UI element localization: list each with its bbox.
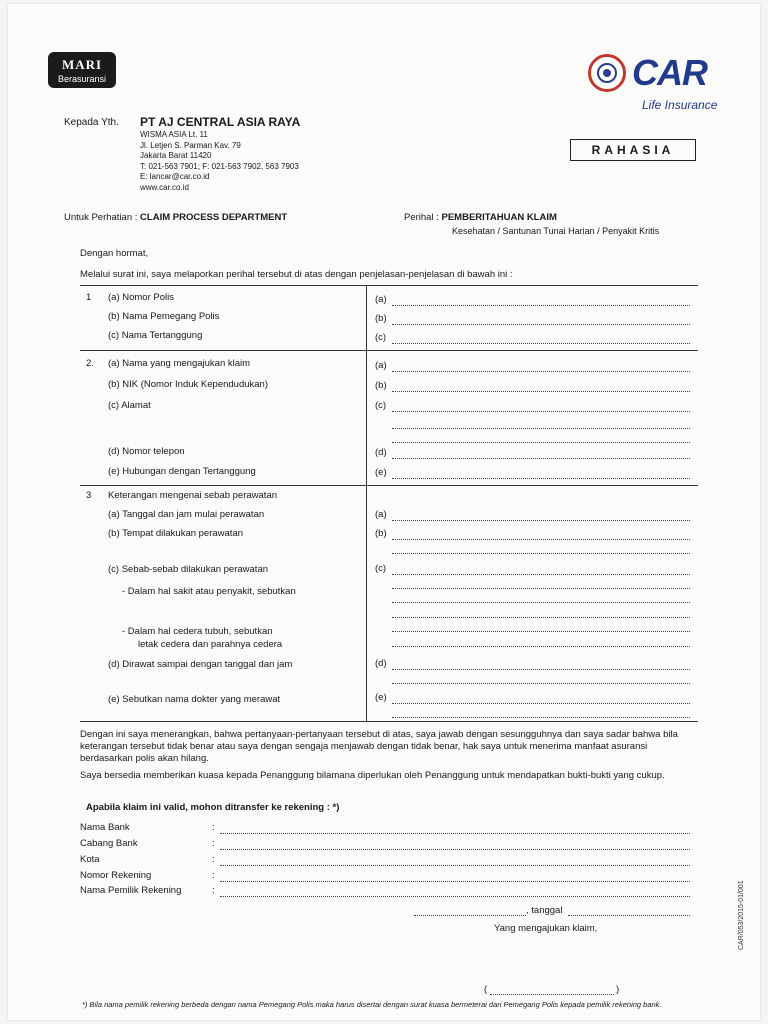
table-bottom-rule (80, 721, 698, 722)
section-divider-1 (80, 350, 698, 351)
address-field-line3[interactable] (392, 441, 690, 443)
brand-subtitle: Life Insurance (642, 98, 718, 112)
confidential-stamp: RAHASIA (570, 139, 696, 161)
section-divider-2 (80, 485, 698, 486)
relationship-field[interactable] (392, 477, 690, 479)
field-label-treatment-start: (a) Tanggal dan jam mulai perawatan (108, 509, 265, 520)
field-label-claimant: (a) Nama yang mengajukan klaim (108, 358, 251, 369)
mari-berasuransi-logo: MARI Berasuransi (48, 52, 116, 88)
treatment-cause-field-line4[interactable] (392, 616, 690, 618)
brand-logo-text: CAR (632, 52, 707, 93)
treatment-start-field[interactable] (392, 519, 690, 521)
subject-line: Perihal : PEMBERITAHUAN KLAIM (404, 212, 557, 223)
label-city: Kota (80, 854, 100, 865)
field-label-relationship: (e) Hubungan dengan Tertanggung (108, 466, 256, 477)
bank-branch-field[interactable] (220, 848, 690, 850)
field-label-injury-detail: letak cedera dan parahnya cedera (138, 639, 283, 650)
footnote: *) Bila nama pemilik rekening berbeda dengan nama Pemegang Polis maka harus disertai dengan surat kuasa bermeterai dari Pemegang Polis kepada pemilik rekening bank. (82, 1000, 662, 1009)
field-label-address: (c) Alamat (108, 400, 151, 411)
insured-field[interactable] (392, 342, 690, 344)
car-emblem-icon (588, 54, 626, 92)
field-label-treatment-cause: (c) Sebab-sebab dilakukan perawatan (108, 564, 269, 575)
attention-line: Untuk Perhatian : CLAIM PROCESS DEPARTMENT (64, 212, 288, 223)
form-code: CAR/053/2015-01/001 (738, 880, 745, 950)
doctor-field-line1[interactable] (392, 702, 690, 704)
policy-number-field[interactable] (392, 304, 690, 306)
city-field[interactable] (220, 864, 690, 866)
field-label-phone: (d) Nomor telepon (108, 446, 185, 457)
field-label-policy-number: (a) Nomor Polis (108, 292, 174, 303)
field-label-treatment-place: (b) Tempat dilakukan perawatan (108, 528, 244, 539)
label-bank-branch: Cabang Bank (80, 838, 138, 849)
address-field-line2[interactable] (392, 427, 690, 429)
recipient-address: WISMA ASIA Lt. 11 Jl. Letjen S. Parman Kav. 79 Jakarta Barat 11420 T: 021-563 7901; F: 021-563 7902, 563 7903 E: lancar@car.co.id www.car.co.id (140, 130, 299, 192)
treatment-cause-field-line5[interactable] (392, 630, 690, 632)
section3-title: Keterangan mengenai sebab perawatan (108, 490, 278, 501)
field-label-nik: (b) NIK (Nomor Induk Kependudukan) (108, 379, 268, 390)
treatment-cause-field-line3[interactable] (392, 601, 690, 603)
place-field[interactable] (414, 914, 526, 916)
treatment-end-field-line1[interactable] (392, 668, 690, 670)
greeting: Dengan hormat, (80, 248, 149, 259)
field-label-policyholder: (b) Nama Pemegang Polis (108, 311, 220, 322)
treatment-cause-field-line1[interactable] (392, 573, 690, 575)
treatment-cause-field-line6[interactable] (392, 645, 690, 647)
date-label: , tanggal (526, 905, 563, 916)
recipient-label: Kepada Yth. (64, 117, 119, 128)
signature-name-field[interactable] (490, 993, 614, 995)
applicant-label: Yang mengajukan klaim, (494, 923, 598, 934)
label-account-number: Nomor Rekening (80, 870, 152, 881)
field-label-illness: - Dalam hal sakit atau penyakit, sebutkan (122, 586, 296, 597)
phone-field[interactable] (392, 457, 690, 459)
label-account-holder: Nama Pemilik Rekening (80, 885, 182, 896)
nik-field[interactable] (392, 390, 690, 392)
treatment-place-field-line2[interactable] (392, 552, 690, 554)
address-field-line1[interactable] (392, 410, 690, 412)
field-label-doctor: (e) Sebutkan nama dokter yang merawat (108, 694, 281, 705)
field-label-injury: - Dalam hal cedera tubuh, sebutkan (122, 626, 273, 637)
field-label-treatment-end: (d) Dirawat sampai dengan tanggal dan jam (108, 659, 293, 670)
authorization-paragraph: Saya bersedia memberikan kuasa kepada Penanggung bilamana diperlukan oleh Penanggung untuk mendapatkan bukti-bukti yang cukup. (80, 770, 665, 781)
label-bank-name: Nama Bank (80, 822, 130, 833)
date-field[interactable] (568, 914, 690, 916)
declaration-paragraph: Dengan ini saya menerangkan, bahwa pertanyaan-pertanyaan tersebut di atas, saya jawab dengan sesungguhnya dan saya sadar bahwa bila keterangan tersebut tidak benar atau saya dengan sengaja menjawab dengan tidak benar, hak saya untuk menerima manfaat asuransi berdasarkan polis akan hilang. (80, 729, 678, 764)
bank-section-title: Apabila klaim ini valid, mohon ditransfer ke rekening : *) (86, 802, 340, 813)
field-label-insured: (c) Nama Tertanggung (108, 330, 203, 341)
account-holder-field[interactable] (220, 895, 690, 897)
policyholder-field[interactable] (392, 323, 690, 325)
table-top-rule (80, 285, 698, 286)
bank-name-field[interactable] (220, 832, 690, 834)
treatment-cause-field-line2[interactable] (392, 587, 690, 589)
recipient-company: PT AJ CENTRAL ASIA RAYA (140, 115, 301, 129)
treatment-end-field-line2[interactable] (392, 682, 690, 684)
account-number-field[interactable] (220, 880, 690, 882)
subject-subtitle: Kesehatan / Santunan Tunai Harian / Penyakit Kritis (452, 226, 660, 236)
doctor-field-line2[interactable] (392, 716, 690, 718)
treatment-place-field-line1[interactable] (392, 538, 690, 540)
intro-text: Melalui surat ini, saya melaporkan perihal tersebut di atas dengan penjelasan-penjelasan di bawah ini : (80, 269, 513, 280)
claimant-field[interactable] (392, 370, 690, 372)
